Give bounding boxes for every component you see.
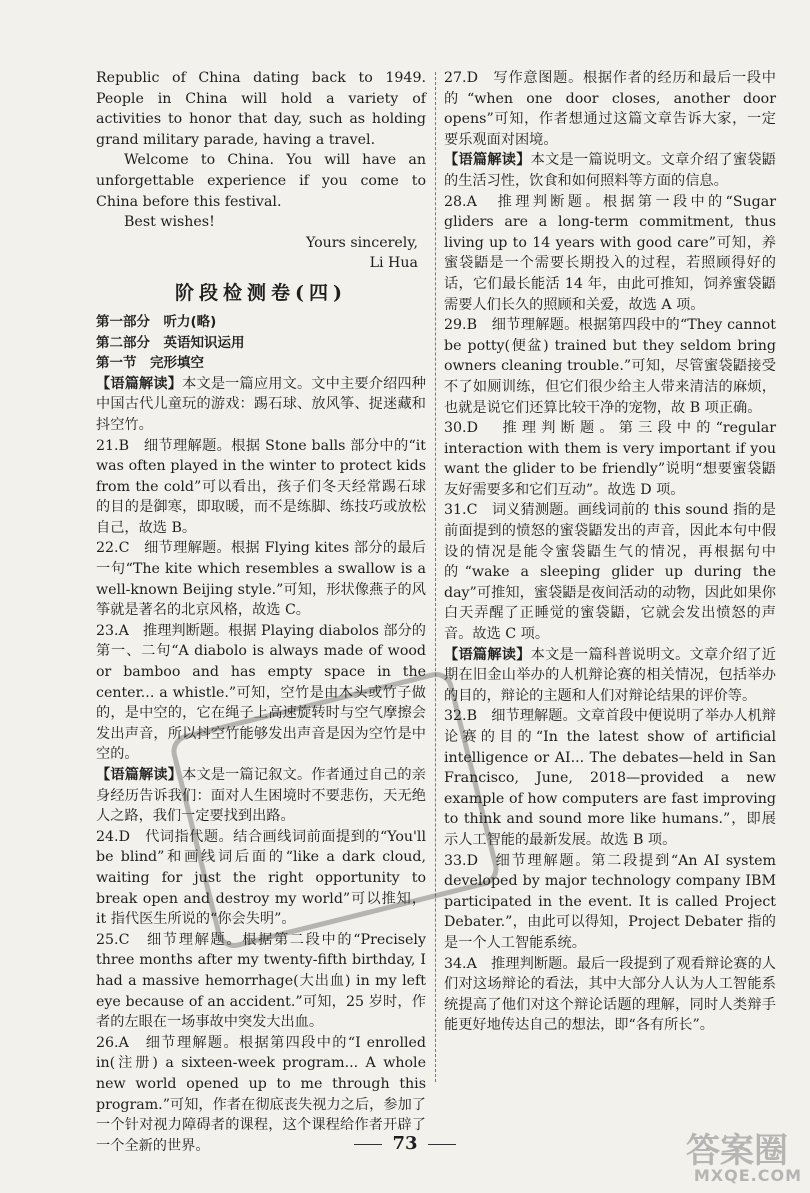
reading-text: 本文是一篇应用文。文中主要介绍四种中国古代儿童玩的游戏：踢石球、放风筝、捉迷藏和抖空竹。 [96, 375, 426, 433]
column-divider [435, 72, 436, 1082]
watermark-line2: MXQE.COM [693, 1166, 802, 1185]
letter-signature: Li Hua [369, 255, 418, 272]
reading-analysis-3 [444, 150, 776, 191]
reading-tag: 【语篇解读】 [96, 375, 183, 392]
answer-26: 26.A 细节理解题。根据第四段中的“I enrolled in(注册) a sixteen-week program... A whole new world opened up to me through this program.”可知，作者在彻底丧失视力之后，参加了一个针对视力障碍者的课程，这个课程给作者开辟了一个全新的世界。 [96, 1034, 426, 1154]
answer-31: 31.C 词义猜测题。画线词前的 this sound 指的是前面提到的愤怒的蜜袋鼯发出的声音，因此本句中假设的情况是能令蜜袋鼯生气的情况，再根据句中的“wake a sleeping glider up during the day”可推知，蜜袋鼯是夜间活动的动物，因此如果你白天弄醒了正睡觉的蜜袋鼯，它就会发出愤怒的声音。故选 C 项。 [444, 502, 776, 643]
reading-tag: 【语篇解读】 [444, 646, 531, 663]
watermark-logo [652, 1123, 802, 1187]
footer-dash-left [354, 1144, 382, 1145]
footer-dash-right [428, 1144, 456, 1145]
letter-paragraph-1: Republic of China dating back to 1949. People in China will hold a variety of activities to honor that day, such as holding grand military parade, having a travel. [96, 70, 426, 148]
answer-30: 30.D 推理判断题。第三段中的“regular interaction with them is very important if you want the glider to be friendly”说明“想要蜜袋鼯友好需要多和它们互动”。故选 D 项。 [444, 420, 776, 498]
reading-analysis-4 [444, 645, 776, 707]
letter-paragraph-2: Welcome to China. You will have an unforgettable experience if you come to China before this festival. [96, 152, 426, 210]
answer-32: 32.B 细节理解题。文章首段中便说明了举办人机辩论赛的目的“In the latest show of artificial intelligence or AI... The debates—held in San Francisco, June, 2018—provided a new example of how computers are fast improving to think and sound more like humans.”，即展示人工智能的最新发展。故选 B 项。 [444, 708, 776, 848]
letter-closing: Yours sincerely, [305, 234, 418, 251]
reading-text: 本文是一篇科普说明文。文章介绍了近期在旧金山举办的人机辩论赛的相关情况，包括举办的目的，辩论的主题和人们对辩论结果的评价等。 [444, 646, 776, 704]
reading-text: 本文是一篇记叙文。作者通过自己的亲身经历告诉我们：面对人生困境时不要悲伤，天无绝人之路，我们一定要找到出路。 [96, 767, 426, 825]
answer-21: 21.B 细节理解题。根据 Stone balls 部分中的“it was often played in the winter to protect kids from the cold”可以看出，孩子们冬天经常踢石球的目的是御寒，即取暖，而不是练脚、练技巧或放松自己，故选 B。 [96, 437, 426, 536]
part1-heading: 第一部分 听力(略) [96, 313, 217, 330]
answer-23: 23.A 推理判断题。根据 Playing diabolos 部分的第一、二句“A diabolo is always made of wood or bamboo and has empty space in the center... a whistle.”可知，空竹是由木头或竹子做的，是中空的，它在绳子上高速旋转时与空气摩擦会发出声音，所以抖空竹能够发出声音是因为空竹是中空的。 [96, 622, 426, 763]
answer-27: 27.D 写作意图题。根据作者的经历和最后一段中的“when one door closes, another door opens”可知，作者想通过这篇文章告诉大家，一定要乐观面对困境。 [444, 70, 776, 148]
answer-34: 34.A 推理判断题。最后一段提到了观看辩论赛的人们对这场辩论的看法，其中大部分人认为人工智能系统提高了他们对这个辩论话题的理解，同时人类辩手能更好地传达自己的想法，即“各有所长”。 [444, 955, 776, 1034]
page-number: 73 [392, 1133, 418, 1154]
answer-24: 24.D 代词指代题。结合画线词前面提到的“You'll be blind”和画线词后面的“like a dark cloud, waiting for just the right opportunity to break open and destroy my world”可以推知，it 指代医生所说的“你会失明”。 [96, 828, 426, 928]
watermark-line1: 答案圈 [686, 1131, 788, 1171]
reading-analysis-1 [96, 374, 426, 436]
section1-heading: 第一节 完形填空 [96, 355, 204, 372]
left-column [96, 68, 426, 1156]
part2-heading: 第二部分 英语知识运用 [96, 334, 245, 351]
answer-25: 25.C 细节理解题。根据第二段中的“Precisely three months after my twenty-fifth birthday, I had a massive hemorrhage(大出血) in my left eye because of an accident.”可知，25 岁时，作者的左眼在一场事故中突发大出血。 [96, 931, 426, 1031]
reading-tag: 【语篇解读】 [96, 767, 183, 783]
reading-tag: 【语篇解读】 [444, 152, 531, 169]
letter-wishes: Best wishes! [124, 214, 215, 231]
answer-29: 29.B 细节理解题。根据第四段中的“They cannot be potty(便盆) trained but they seldom bring owners cleaning trouble.”可知，尽管蜜袋鼯接受不了如厕训练，但它们很少给主人带来清洁的麻烦，也就是说它们还算比较干净的宠物，故 B 项正确。 [444, 317, 776, 416]
answer-22: 22.C 细节理解题。根据 Flying kites 部分的最后一句“The kite which resembles a swallow is a well-known Beijing style.”可知，形状像燕子的风筝就是著名的北京风格，故选 C。 [96, 540, 426, 619]
right-column [444, 68, 776, 1036]
test-title: 阶段检测卷(四) [175, 281, 347, 304]
answer-33: 33.D 细节理解题。第二段提到“An AI system developed by major technology company IBM participated in the event. It is called Project Debater.”，由此可以得知，Project Debater 指的是一个人工智能系统。 [444, 852, 776, 951]
reading-text: 本文是一篇说明文。文章介绍了蜜袋鼯的生活习性，饮食和如何照料等方面的信息。 [444, 152, 776, 189]
answer-28: 28.A 推理判断题。根据第一段中的“Sugar gliders are a long-term commitment, thus living up to 14 years with good care”可知，养蜜袋鼯是一个需要长期投入的过程，若照顾得好的话，它们最长能活 14 年，由此可推知，饲养蜜袋鼯需要人们长久的照顾和关爱，故选 A 项。 [444, 193, 776, 313]
